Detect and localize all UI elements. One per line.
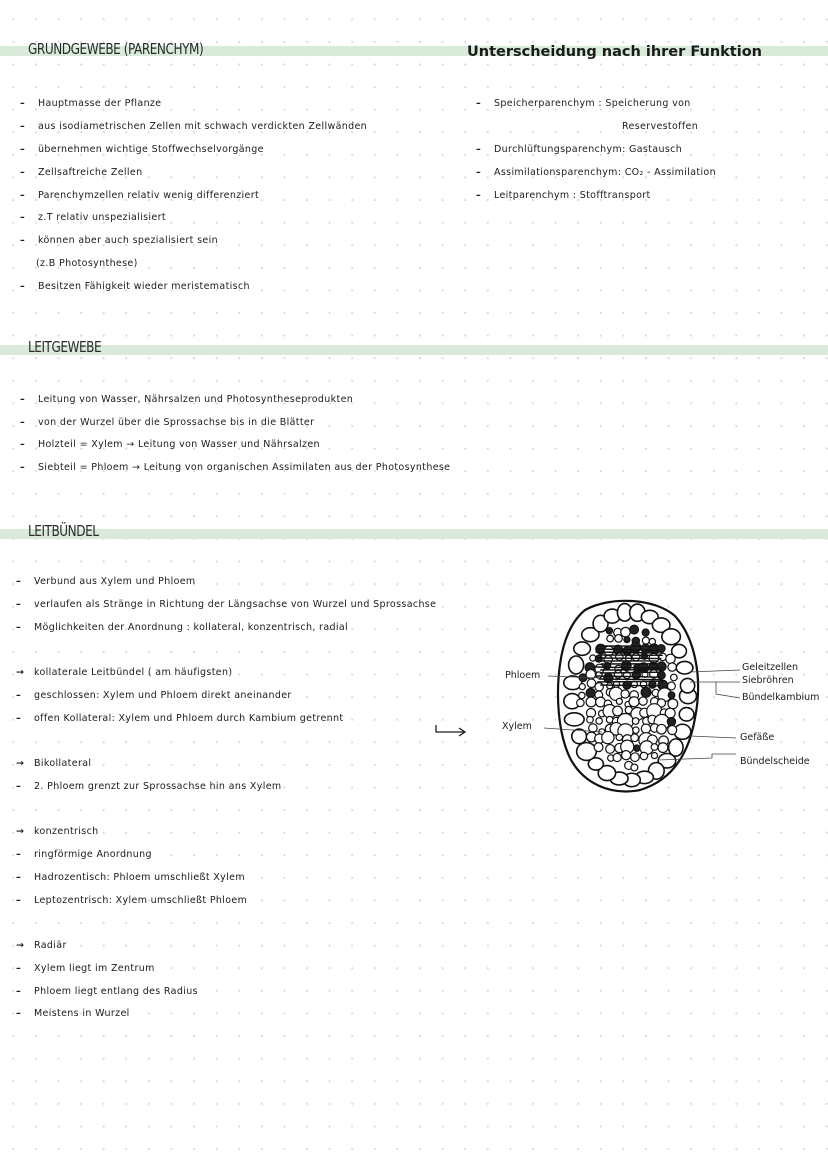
sheath-cell <box>574 642 591 655</box>
sheath-cell <box>662 629 681 645</box>
section-band-leitgewebe <box>0 345 828 355</box>
list-item: – Möglichkeiten der Anordnung : kollateral, konzentrisch, radial <box>16 622 349 633</box>
diagram-label-gefaesse: Gefäße <box>740 732 775 743</box>
phloem-sieve-line <box>596 652 660 653</box>
function-item: – Speicherparenchym : Speicherung von <box>476 98 691 109</box>
list-item: – Phloem liegt entlang des Radius <box>16 986 198 997</box>
list-item: – Xylem liegt im Zentrum <box>16 963 155 974</box>
parenchyma-cell <box>642 629 649 636</box>
list-item: – Leptozentrisch: Xylem umschließt Phloem <box>16 895 248 906</box>
parenchyma-cell <box>631 642 641 652</box>
list-item: – aus isodiametrischen Zellen mit schwach verdickten Zellwänden <box>20 121 368 132</box>
list-item: – Zellsaftreiche Zellen <box>20 167 143 178</box>
list-item: → konzentrisch <box>16 826 99 837</box>
list-item: → kollaterale Leitbündel ( am häufigsten) <box>16 667 233 678</box>
parenchyma-cell <box>615 635 623 643</box>
section-title-parenchym: GRUNDGEWEBE (PARENCHYM) <box>28 40 204 58</box>
parenchyma-cell <box>604 646 614 656</box>
parenchyma-cell <box>642 637 649 644</box>
section-title-leitgewebe: LEITGEWEBE <box>28 338 102 356</box>
diagram-label-buendelkambium: Bündelkambium <box>742 692 820 703</box>
list-item: – 2. Phloem grenzt zur Sprossachse hin ans Xylem <box>16 781 282 792</box>
parenchyma-cell <box>607 635 614 642</box>
section-title-leitbuendel: LEITBÜNDEL <box>28 522 99 540</box>
list-item: – übernehmen wichtige Stoffwechselvorgänge <box>20 144 264 155</box>
phloem-sieve-line <box>596 658 662 659</box>
function-item-continuation: Reservestoffen <box>622 121 699 132</box>
list-item: – Meistens in Wurzel <box>16 1008 130 1019</box>
list-item: – Besitzen Fähigkeit wieder meristematisch <box>20 281 250 292</box>
parenchyma-cell <box>621 627 631 637</box>
list-item: – verlaufen als Stränge in Richtung der Längsachse von Wurzel und Sprossachse <box>16 599 437 610</box>
list-item: – z.T relativ unspezialisiert <box>20 212 166 223</box>
diagram-label-geleitzellen: Geleitzellen <box>742 662 799 673</box>
list-item: – Parenchymzellen relativ wenig differenziert <box>20 190 260 201</box>
parenchyma-cell <box>630 625 639 634</box>
parenchyma-cell <box>623 647 632 656</box>
diagram-leader-lines <box>540 660 750 770</box>
function-item: – Durchlüftungsparenchym: Gastausch <box>476 144 683 155</box>
list-item: – Verbund aus Xylem und Phloem <box>16 576 196 587</box>
parenchyma-cell <box>624 637 630 643</box>
list-item: – Siebteil = Phloem → Leitung von organischen Assimilaten aus der Photosynthese <box>20 462 451 473</box>
parenchyma-cell <box>606 628 612 634</box>
list-item: – von der Wurzel über die Sprossachse bis in die Blätter <box>20 417 315 428</box>
function-item: – Leitparenchym : Stofftransport <box>476 190 651 201</box>
section-subtitle-function: Unterscheidung nach ihrer Funktion <box>466 44 762 60</box>
list-item: – Hauptmasse der Pflanze <box>20 98 162 109</box>
diagram-label-xylem: Xylem <box>502 721 532 732</box>
list-item: – offen Kollateral: Xylem und Phloem durch Kambium getrennt <box>16 713 344 724</box>
list-item: – können aber auch spezialisiert sein <box>20 235 218 246</box>
function-item: – Assimilationsparenchym: CO₂ - Assimilation <box>476 167 716 178</box>
list-item: – Leitung von Wasser, Nährsalzen und Photosyntheseprodukten <box>20 394 354 405</box>
list-item: – ringförmige Anordnung <box>16 849 152 860</box>
list-item: → Radiär <box>16 940 67 951</box>
diagram-label-siebroehren: Siebröhren <box>742 675 794 686</box>
list-item: – Hadrozentisch: Phloem umschließt Xylem <box>16 872 245 883</box>
list-item: → Bikollateral <box>16 758 92 769</box>
list-item: – Holzteil = Xylem → Leitung von Wasser und Nährsalzen <box>20 439 320 450</box>
list-item: – geschlossen: Xylem und Phloem direkt aneinander <box>16 690 292 701</box>
arrow-right-icon <box>434 722 470 738</box>
diagram-label-phloem: Phloem <box>505 670 541 681</box>
list-item-continuation: (z.B Photosynthese) <box>36 258 138 269</box>
section-band-leitbuendel <box>0 529 828 539</box>
diagram-label-buendelscheide: Bündelscheide <box>740 756 810 767</box>
